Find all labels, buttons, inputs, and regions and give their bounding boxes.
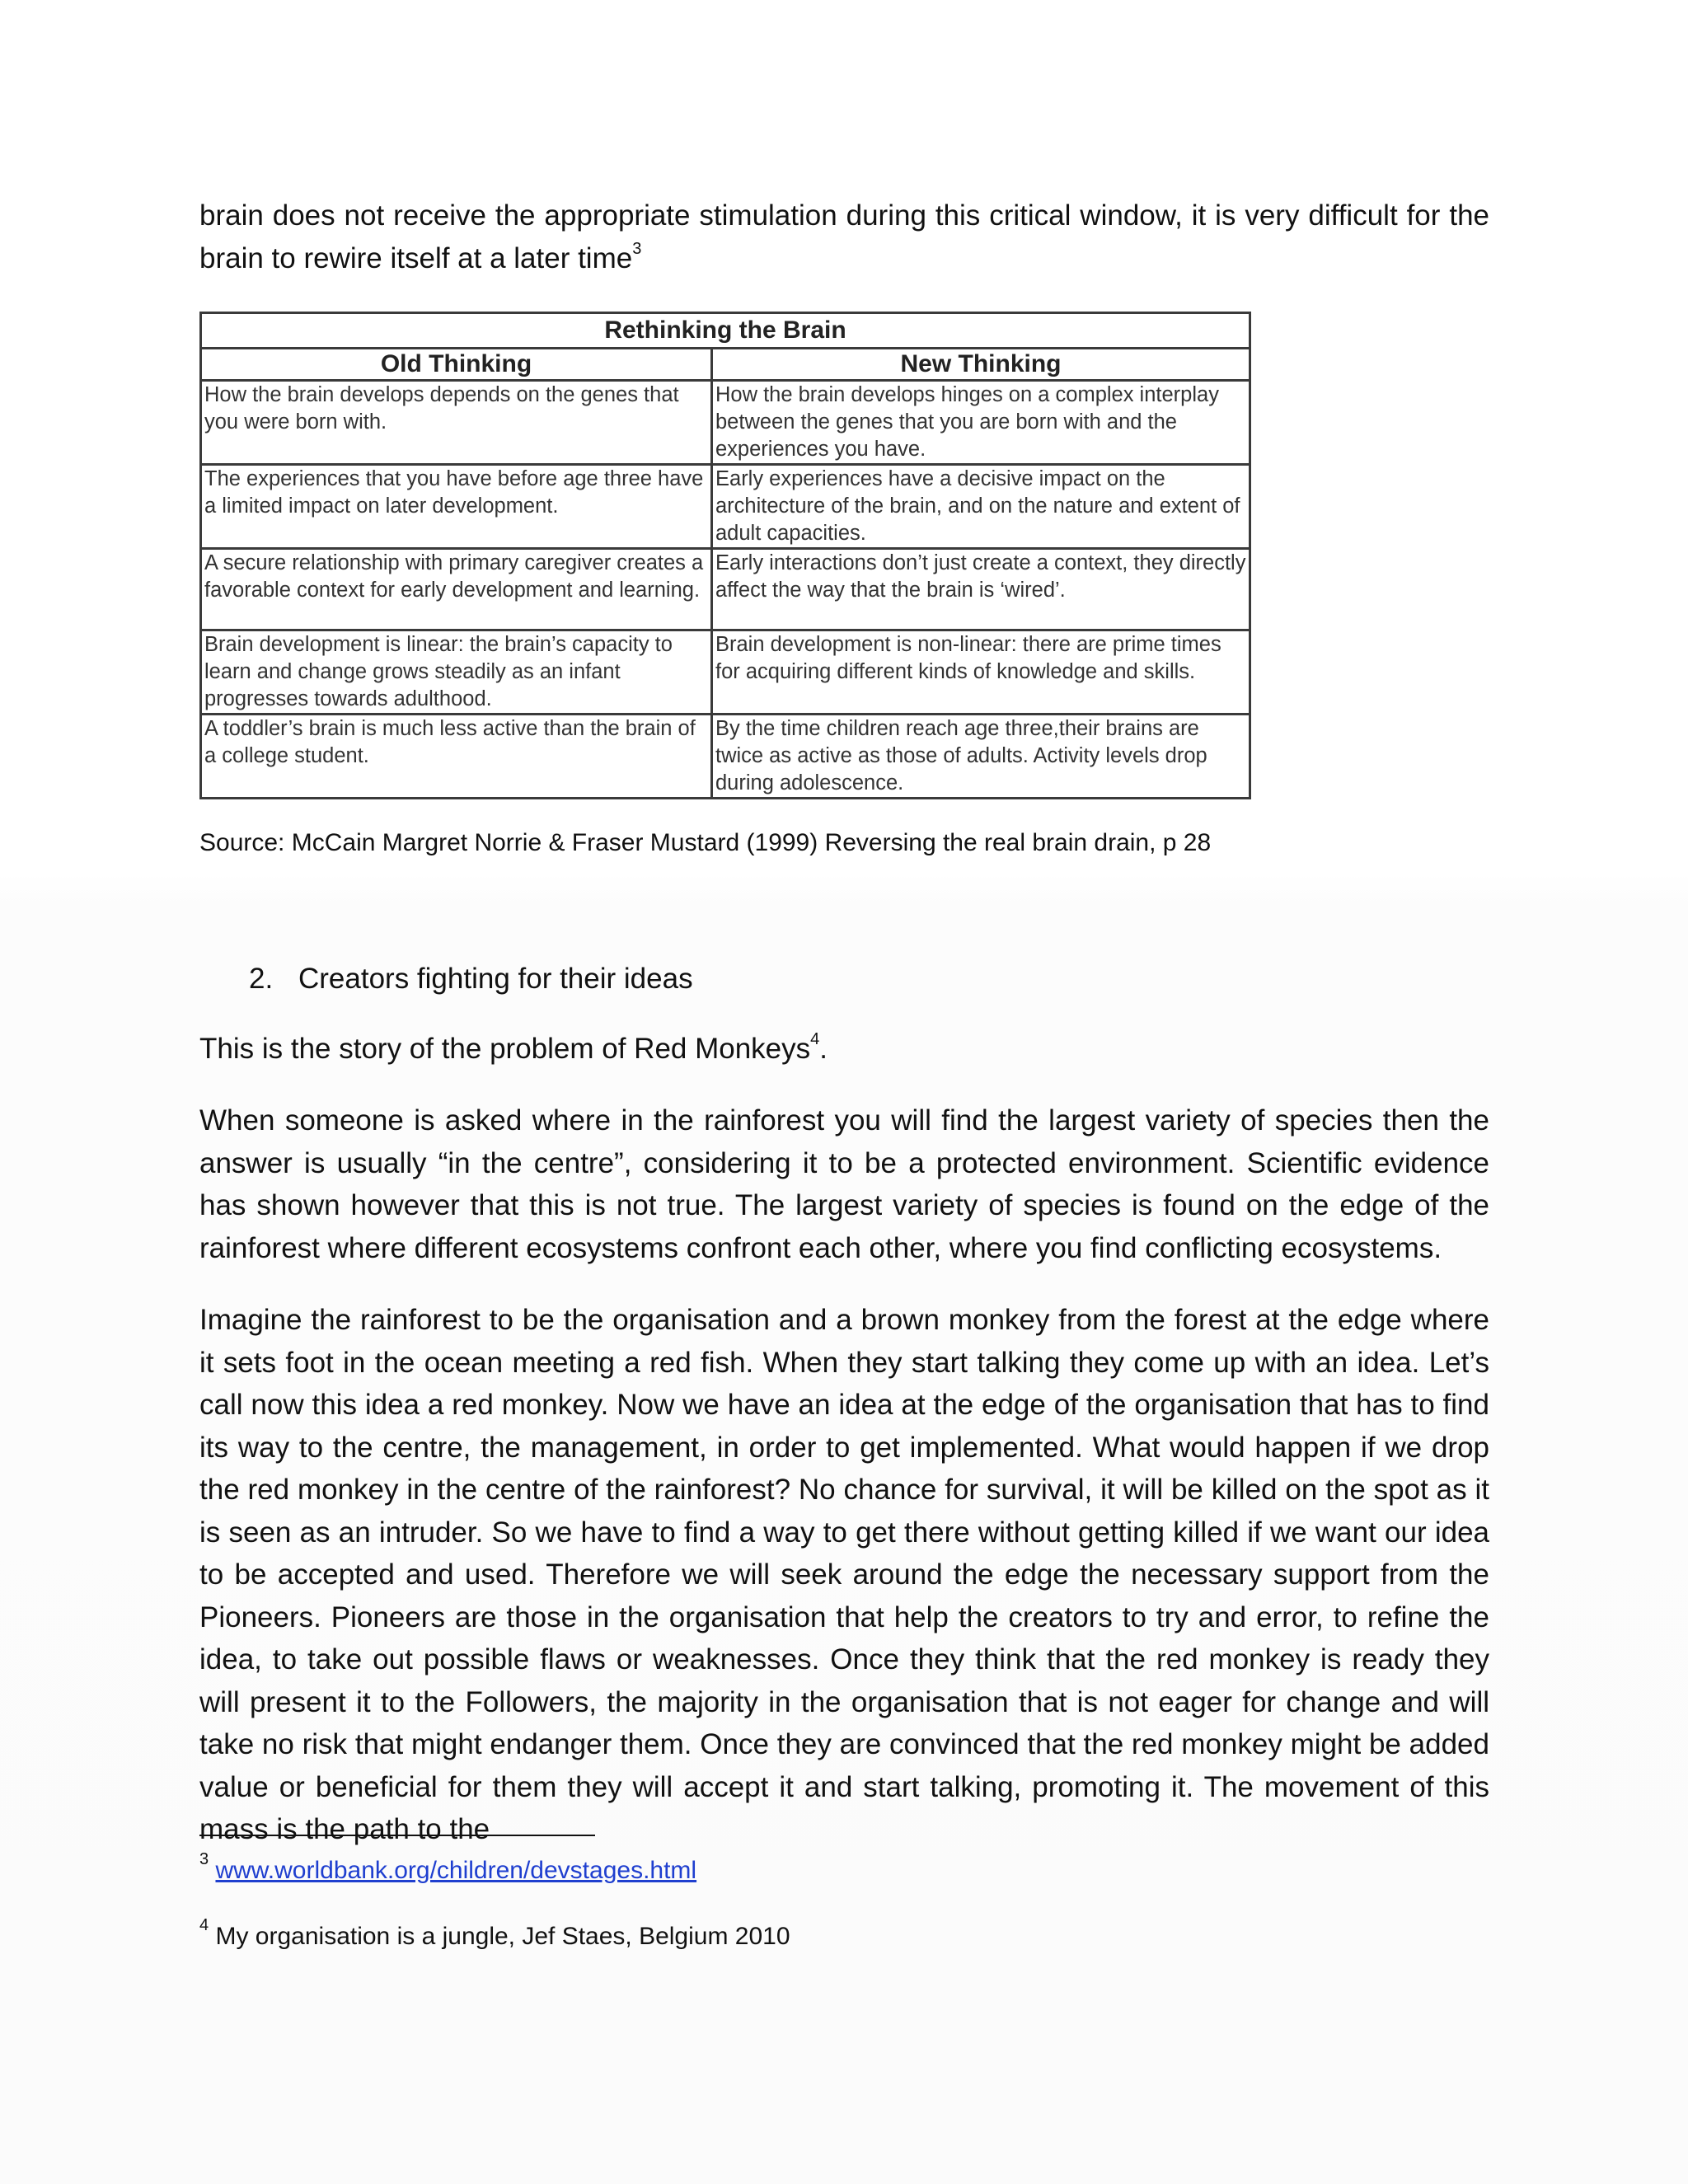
footnote-link[interactable]: www.worldbank.org/children/devstages.html <box>215 1857 697 1884</box>
table-cell-old: How the brain develops depends on the genes that you were born with. <box>201 381 712 465</box>
footnote-text: My organisation is a jungle, Jef Staes, Belgium 2010 <box>215 1923 790 1950</box>
table-row <box>201 715 1250 799</box>
section-heading <box>249 958 1403 1001</box>
table-row <box>201 381 1250 465</box>
footnote-number-4: 4 <box>199 1916 209 1934</box>
intro-paragraph-text: brain does not receive the appropriate stimulation during this critical window, it is very difficult for the brain to rewire itself at a later time <box>199 199 1489 274</box>
table-title: Rethinking the Brain <box>201 313 1250 349</box>
section-number: 2. <box>249 963 274 995</box>
table-header-old: Old Thinking <box>201 349 712 381</box>
table-source-caption: Source: McCain Margret Norrie & Fraser Mustard (1999) Reversing the real brain drain, p 28 <box>199 829 1212 856</box>
footnote-ref-4[interactable]: 4 <box>810 1030 820 1049</box>
footnote-3 <box>199 1850 697 1887</box>
imagine-paragraph: Imagine the rainforest to be the organisation and a brown monkey from the forest at the edge where it sets foot in the ocean meeting a red fish. When they start talking they come up with an idea. Let’s call now this idea a red monkey. Now we have an idea at the edge of the organisation that has to find its way to the centre, the management, in order to get implemented. What would happen if we drop the red monkey in the centre of the rainforest? No chance for survival, it will be killed on the spot as it is seen as an intruder. So we have to find a way to get there without getting killed if we want our idea to be accepted and used. Therefore we will seek around the edge the necessary support from the Pioneers. Pioneers are those in the organisation that help the creators to try and error, to refine the idea, to take out possible flaws or weaknesses. Once they think that the red monkey is ready they will present it to the Followers, the majority in the organisation that is not eager for change and will take no risk that might endanger them. Once they are convinced that the red monkey might be added value or beneficial for them they will accept it and start talking, promoting it. The movement of this mass is the path to the <box>199 1304 1489 1845</box>
footnote-4 <box>199 1916 790 1953</box>
table-cell-old: Brain development is linear: the brain’s capacity to learn and change grows steadily as an infant progresses towards adulthood. <box>201 630 712 715</box>
story-line-text: This is the story of the problem of Red Monkeys <box>199 1033 811 1065</box>
footnote-number-3: 3 <box>199 1850 209 1868</box>
table-cell-new: Early interactions don’t just create a context, they directly affect the way that the brain is ‘wired’. <box>712 549 1250 630</box>
rethinking-brain-table <box>199 312 1251 799</box>
table-cell-old: A toddler’s brain is much less active than the brain of a college student. <box>201 715 712 799</box>
table-header-new: New Thinking <box>712 349 1250 381</box>
table-row <box>201 549 1250 630</box>
table-cell-new: Brain development is non-linear: there are prime times for acquiring different kinds of knowledge and skills. <box>712 630 1250 715</box>
table-row <box>201 465 1250 549</box>
table-cell-old: A secure relationship with primary caregiver creates a favorable context for early development and learning. <box>201 549 712 630</box>
table-cell-new: How the brain develops hinges on a complex interplay between the genes that you are born with and the experiences you have. <box>712 381 1250 465</box>
table-cell-new: Early experiences have a decisive impact on the architecture of the brain, and on the nature and extent of adult capacities. <box>712 465 1250 549</box>
rainforest-paragraph: When someone is asked where in the rainforest you will find the largest variety of species then the answer is usually “in the centre”, considering it to be a protected environment. Scientific evidence has shown however that this is not true. The largest variety of species is found on the edge of the rainforest where different ecosystems confront each other, where you find conflicting ecosystems. <box>199 1104 1489 1264</box>
footnote-ref-3[interactable]: 3 <box>632 239 642 258</box>
footnote-separator <box>199 1835 595 1836</box>
table-cell-old: The experiences that you have before age three have a limited impact on later development. <box>201 465 712 549</box>
table-row <box>201 630 1250 715</box>
story-line-end: . <box>819 1033 828 1065</box>
story-line <box>199 1028 1489 1071</box>
intro-paragraph <box>199 194 1489 279</box>
table-cell-new: By the time children reach age three,their brains are twice as active as those of adults. Activity levels drop during adolescence. <box>712 715 1250 799</box>
section-title: Creators fighting for their ideas <box>298 963 693 995</box>
